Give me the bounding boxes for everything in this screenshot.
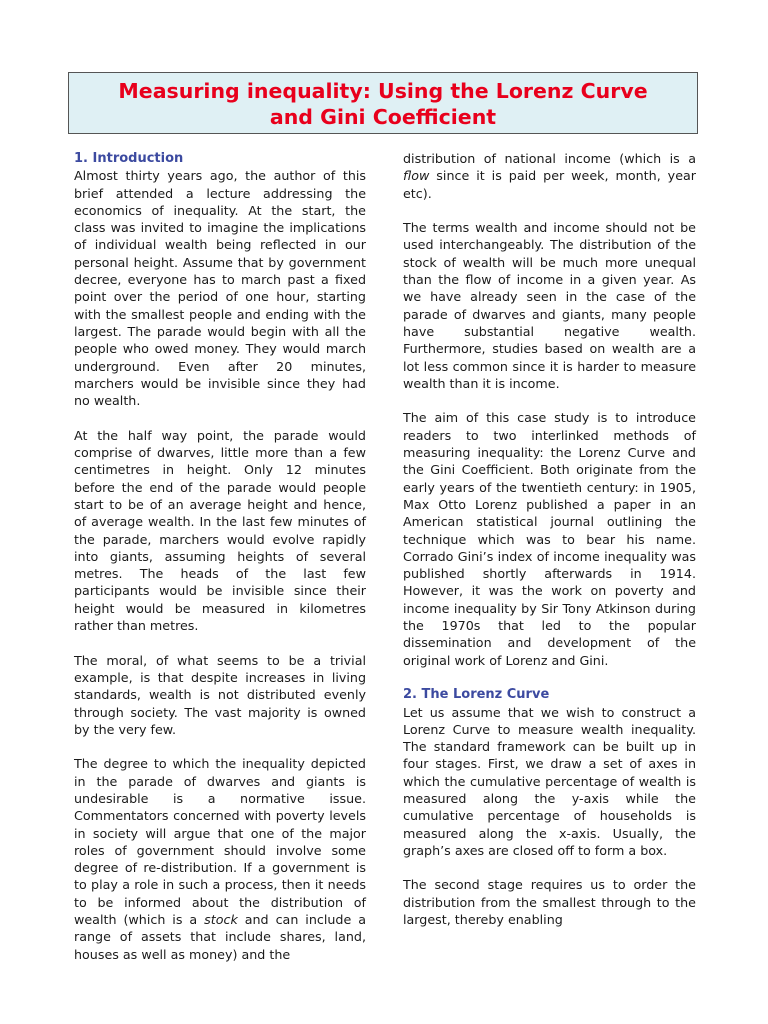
paragraph-text: The degree to which the inequality depicted in the parade of dwarves and giants is undesirable is a normative issue. Commentators concerned with poverty levels in society will argue that one of the major roles of government should involve some degree of re-distribution. If a government is to play a role in such a process, then it needs to be informed about the distribution of wealth (which is a [74, 756, 366, 928]
paragraph [74, 755, 366, 963]
paragraph: The moral, of what seems to be a trivial example, is that despite increases in living standards, wealth is not distributed evenly through society. The vast majority is owned by the very few. [74, 652, 366, 737]
paragraph-text: since it is paid per week, month, year etc). [403, 168, 696, 201]
paragraph: Almost thirty years ago, the author of this brief attended a lecture addressing the economics of inequality. At the start, the class was invited to imagine the implications of individual wealth being reflected in our personal height. Assume that by government decree, everyone has to march past a fixed point over the period of one hour, starting with the smallest people and ending with the largest. The parade would begin with all the people who owed money. They would march underground. Even after 20 minutes, marchers would be invisible since they had no wealth. [74, 168, 366, 409]
paragraph: The terms wealth and income should not be used interchangeably. The distribution of the stock of wealth will be much more unequal than the flow of income in a given year. As we have already seen in the case of the parade of dwarves and giants, many people have substantial negative wealth. Furthermore, studies based on wealth are a lot less common since it is harder to measure wealth than it is income. [403, 220, 696, 391]
section-heading-introduction: 1. Introduction [74, 151, 184, 166]
section-heading-lorenz-curve: 2. The Lorenz Curve [403, 687, 550, 703]
paragraph-text: distribution of national income (which is a [403, 151, 696, 166]
emphasis-flow: flow [403, 168, 430, 184]
title-line-2: and Gini Coefficient [269, 105, 497, 129]
left-column [74, 150, 366, 980]
emphasis-stock: stock [204, 912, 238, 928]
paragraph: The aim of this case study is to introduce readers to two interlinked methods of measuring inequality: the Lorenz Curve and the Gini Coefficient. Both originate from the early years of the twentieth century: in 1905, Max Otto Lorenz published a paper in an American statistical journal outlining the technique which was to bear his name. Corrado Gini’s index of income inequality was published shortly afterwards in 1914. However, it was the work on poverty and income inequality by Sir Tony Atkinson during the 1970s that led to the popular dissemination and development of the original work of Lorenz and Gini. [403, 410, 696, 668]
right-column [403, 150, 696, 946]
title-box [68, 72, 698, 134]
paragraph [403, 150, 696, 202]
paragraph: Let us assume that we wish to construct a Lorenz Curve to measure wealth inequality. The standard framework can be built up in four stages. First, we draw a set of axes in which the cumulative percentage of wealth is measured along the y-axis while the cumulative percentage of households is measured along the x-axis. Usually, the graph’s axes are closed off to form a box. [403, 704, 696, 858]
paragraph: At the half way point, the parade would comprise of dwarves, little more than a few centimetres in height. Only 12 minutes before the end of the parade would people start to be of an average height and hence, of average wealth. In the last few minutes of the parade, marchers would evolve rapidly into giants, assuming heights of several metres. The heads of the last few participants would be invisible since their height would be measured in kilometres rather than metres. [74, 427, 366, 634]
paragraph-text: and can include a range of assets that include shares, land, houses as well as money) and the [74, 912, 366, 962]
paragraph: The second stage requires us to order the distribution from the smallest through to the largest, thereby enabling [403, 877, 696, 928]
title-line-1: Measuring inequality: Using the Lorenz Curve [118, 79, 648, 103]
